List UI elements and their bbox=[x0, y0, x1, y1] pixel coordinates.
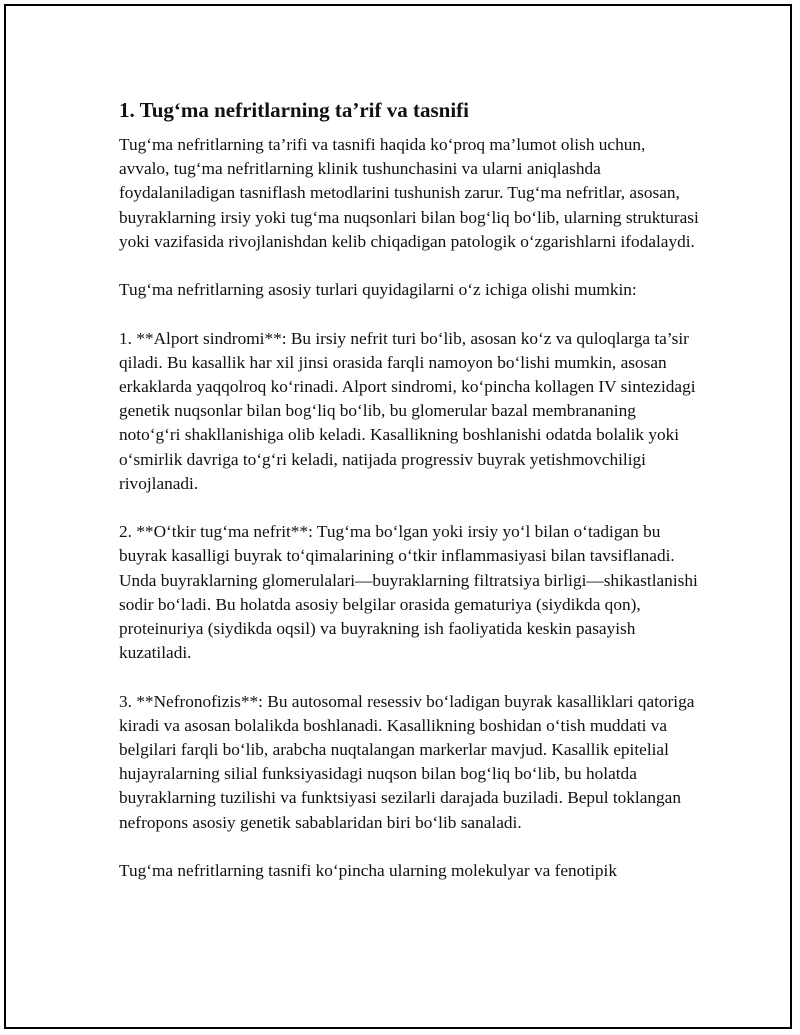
alport-paragraph: 1. **Alport sindromi**: Bu irsiy nefrit turi bo‘lib, asosan ko‘z va quloqlarga ta’sir qiladi. Bu kasallik har xil jinsi orasida farqli namoyon bo‘lishi mumkin, asosan erkaklarda yaqqolroq ko‘rinadi. Alport sindromi, ko‘pincha kollagen IV sintezidagi genetik nuqsonlar bilan bog‘liq bo‘lib, bu glomerular bazal membrananing noto‘g‘ri shakllanishiga olib keladi. Kasallikning boshlanishi odatda bolalik yoki o‘smirlik davriga to‘g‘ri keladi, natijada progressiv buyrak yetishmovchiligi rivojlanadi. bbox=[119, 328, 696, 493]
acute-nephritis-paragraph: 2. **O‘tkir tug‘ma nefrit**: Tug‘ma bo‘lgan yoki irsiy yo‘l bilan o‘tadigan bu buyrak kasalligi buyrak to‘qimalarining o‘tkir inflammasiyasi bilan tavsiflanadi. Unda buyraklarning glomerulalari—buyraklarning filtratsiya birligi—shikastlanishi sodir bo‘ladi. Bu holatda asosiy belgilar orasida gematuriya (siydikda qon), proteinuriya (siydikda oqsil) va buyrakning ish faoliyatida keskin pasayish kuzatiladi. bbox=[119, 522, 698, 663]
intro-paragraph: Tug‘ma nefritlarning ta’rifi va tasnifi haqida ko‘proq ma’lumot olish uchun, avvalo, tug‘ma nefritlarning klinik tushunchasini va ularni aniqlashda foydalaniladigan tasniflash metodlarini tushunish zarur. Tug‘ma nefritlar, asosan, buyraklarning irsiy yoki tug‘ma nuqsonlari bilan bog‘liq bo‘lib, ularning strukturasi yoki vazifasida rivojlanishdan kelib chiqadigan patologik o‘zgarishlarni ifodalaydi. bbox=[119, 135, 699, 251]
section-heading: 1. Tug‘ma nefritlarning ta’rif va tasnifi bbox=[119, 98, 469, 122]
page-frame bbox=[4, 4, 792, 1029]
classification-paragraph: Tug‘ma nefritlarning tasnifi ko‘pincha ularning molekulyar va fenotipik bbox=[119, 861, 618, 881]
document-body bbox=[119, 96, 699, 907]
types-intro-paragraph: Tug‘ma nefritlarning asosiy turlari quyidagilarni o‘z ichiga olishi mumkin: bbox=[119, 280, 637, 300]
nephronophthisis-paragraph: 3. **Nefronofizis**: Bu autosomal resessiv bo‘ladigan buyrak kasalliklari qatoriga kiradi va asosan bolalikda boshlanadi. Kasallikning boshidan o‘tish muddati va belgilari farqli bo‘lib, arabcha nuqtalangan markerlar mavjud. Kasallik epitelial hujayralarning silial funksiyasidagi nuqson bilan bog‘liq bo‘lib, bu holatda buyraklarning tuzilishi va funktsiyasi sezilarli darajada buziladi. Bepul toklangan nefropons asosiy genetik sabablaridan biri bo‘lib sanaladi. bbox=[119, 691, 695, 832]
